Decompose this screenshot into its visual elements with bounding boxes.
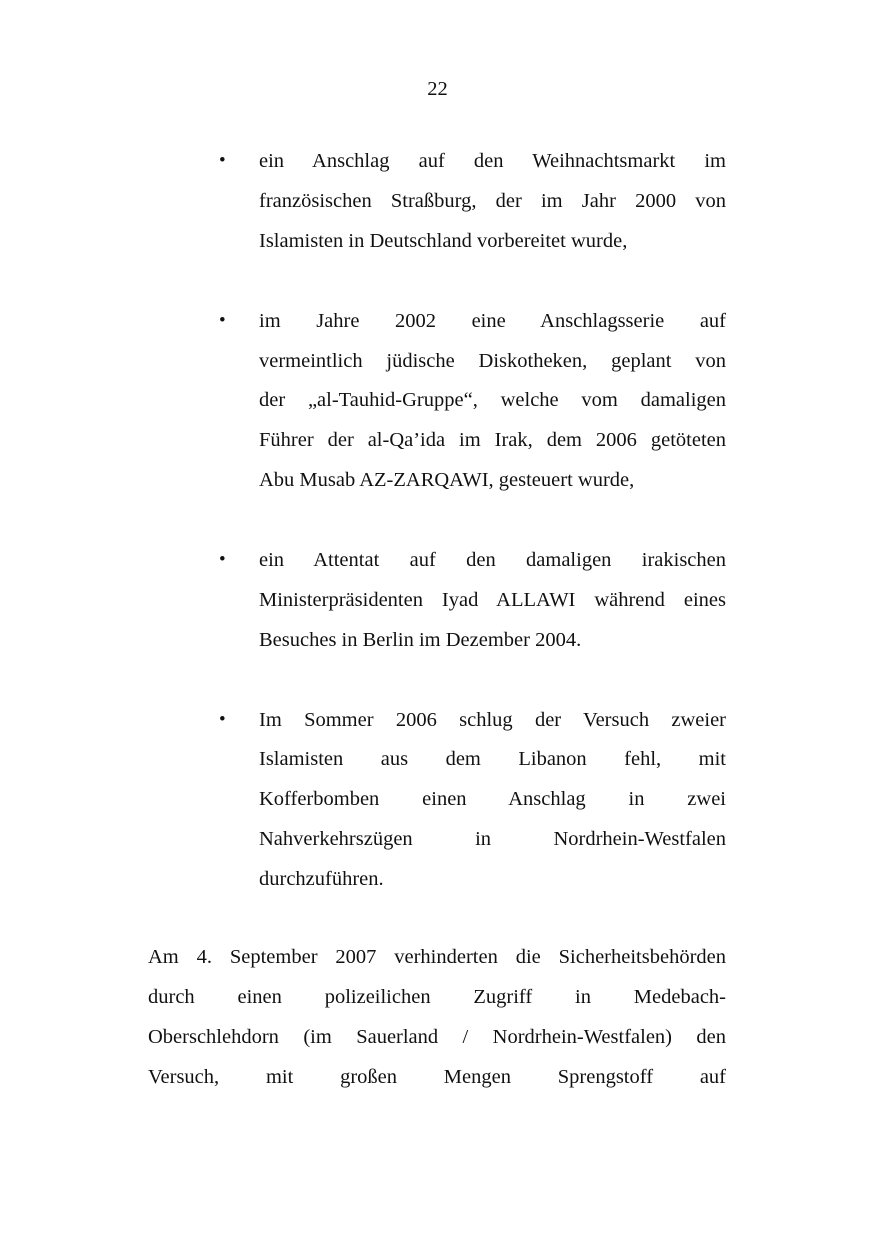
text-line: ein Anschlag auf den Weihnachtsmarkt im [259, 150, 726, 172]
text-line: im Jahre 2002 eine Anschlagsserie auf [259, 310, 726, 332]
text-line: vermeintlich jüdische Diskotheken, geplant von [259, 350, 726, 372]
text-line: Abu Musab AZ-ZARQAWI, gesteuert wurde, [259, 469, 635, 491]
text-line: Nahverkehrszügen in Nordrhein-Westfalen [259, 828, 726, 850]
text-line: Oberschlehdorn (im Sauerland / Nordrhein-Westfalen) den [148, 1026, 726, 1048]
text-line: Ministerpräsidenten Iyad ALLAWI während eines [259, 589, 726, 611]
text-line: französischen Straßburg, der im Jahr 2000 von [259, 190, 726, 212]
text-line: Am 4. September 2007 verhinderten die Sicherheitsbehörden [148, 946, 726, 968]
page-number: 22 [427, 78, 448, 100]
text-line: Islamisten aus dem Libanon fehl, mit [259, 748, 726, 770]
text-line: ein Attentat auf den damaligen irakischen [259, 549, 726, 571]
text-line: Besuches in Berlin im Dezember 2004. [259, 629, 582, 651]
text-line: Führer der al-Qa’ida im Irak, dem 2006 getöteten [259, 429, 726, 451]
bullet-icon: • [219, 549, 226, 570]
bullet-icon: • [219, 310, 226, 331]
text-line: der „al-Tauhid-Gruppe“, welche vom damaligen [259, 389, 726, 411]
bullet-icon: • [219, 150, 226, 171]
text-line: Im Sommer 2006 schlug der Versuch zweier [259, 709, 726, 731]
text-line: durch einen polizeilichen Zugriff in Medebach- [148, 986, 726, 1008]
bullet-icon: • [219, 709, 226, 730]
text-line: Kofferbomben einen Anschlag in zwei [259, 788, 726, 810]
text-line: Versuch, mit großen Mengen Sprengstoff auf [148, 1066, 726, 1088]
text-line: durchzuführen. [259, 868, 384, 890]
text-line: Islamisten in Deutschland vorbereitet wurde, [259, 230, 628, 252]
